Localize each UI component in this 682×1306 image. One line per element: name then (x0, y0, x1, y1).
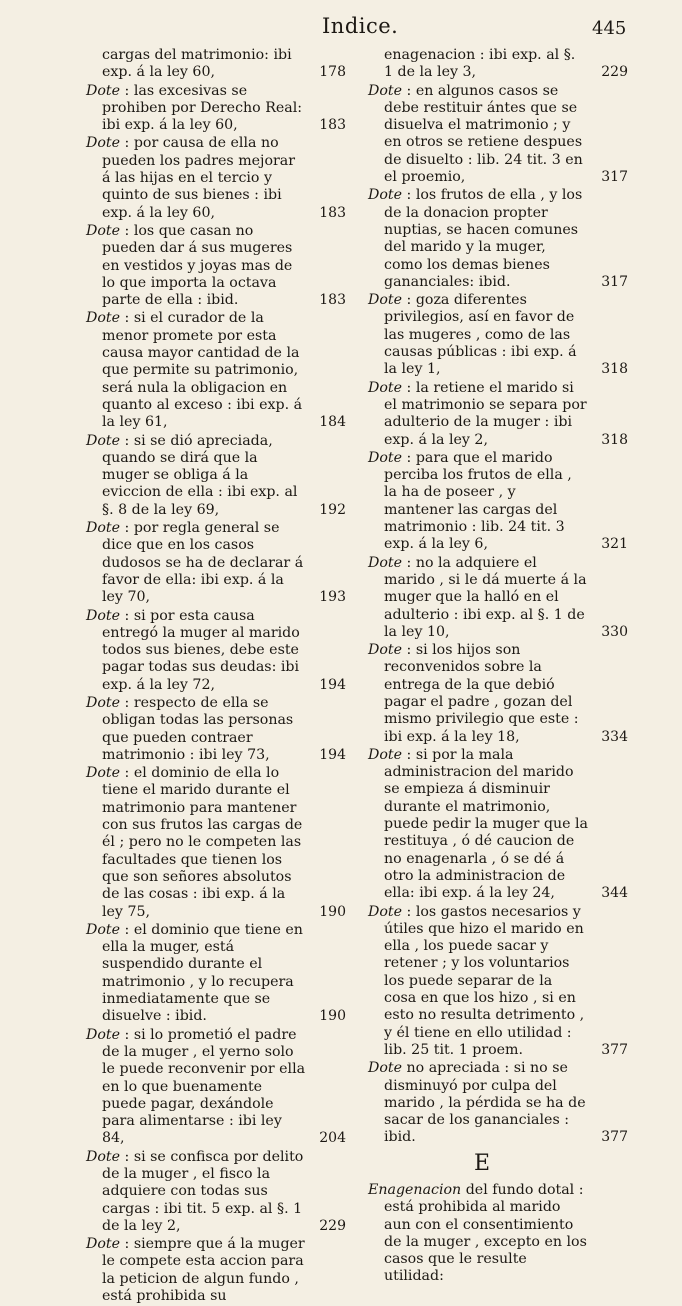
page-header (0, 12, 682, 40)
index-entry (86, 135, 346, 221)
entry-page-reference: 229 (601, 64, 628, 81)
index-entry (368, 47, 628, 82)
entry-text: : el dominio de ella lo tiene el marido durante el matrimonio para mantener con sus frutos las cargas de él ; pero no le competen las facultades que tienen los que son señores absolutos de las cosas : ibi exp. á la ley 75, (102, 765, 303, 920)
entry-text: : la retiene el marido si el matrimonio se separa por adulterio de la muger : ibi exp. á la ley 2, (384, 379, 587, 448)
index-entry (86, 1236, 334, 1305)
entry-text: : si se confisca por delito de la muger , el fisco la adquiere con todas sus cargas : ibi tit. 5 exp. al §. 1 de la ley 2, (102, 1148, 304, 1234)
entry-keyword: Dote (86, 1236, 121, 1253)
index-entry (368, 82, 628, 187)
index-entry (368, 187, 628, 291)
index-entry (368, 1182, 616, 1286)
entry-page-reference: 190 (319, 1008, 346, 1025)
entry-text: enagenacion : ibi exp. al §. 1 de la ley 3, (384, 47, 576, 81)
entry-keyword: Dote (86, 921, 121, 938)
section-letter: E (473, 1150, 491, 1176)
entry-keyword: Dote (368, 292, 403, 309)
index-entry (368, 746, 628, 903)
entry-keyword: Dote (86, 1026, 121, 1043)
index-entry (86, 765, 346, 921)
entry-keyword: Dote (86, 310, 121, 327)
entry-text: : los que casan no pueden dar á sus mugeres en vestidos y joyas mas de lo que importa la octava parte de ella : ibid. (102, 222, 293, 309)
index-entry (86, 921, 346, 1026)
entry-page-reference: 204 (319, 1130, 346, 1147)
index-entry (368, 642, 628, 746)
index-entry (368, 449, 628, 554)
entry-keyword: Dote (368, 449, 403, 466)
entry-keyword: Dote (86, 607, 121, 624)
index-entry (86, 310, 346, 431)
index-entry (86, 82, 346, 135)
entry-keyword: Dote (368, 1060, 403, 1077)
entry-keyword: Dote (368, 642, 403, 659)
entry-page-reference: 184 (319, 414, 346, 431)
entry-keyword: Dote (86, 765, 121, 782)
entry-text: : las excesivas se prohiben por Derecho Real: ibi exp. á la ley 60, (102, 82, 303, 134)
right-column (368, 47, 628, 1287)
entry-page-reference: 183 (319, 292, 346, 309)
index-entry (368, 1060, 628, 1146)
entry-keyword: Dote (86, 1148, 121, 1165)
entry-keyword: Dote (368, 746, 403, 763)
entry-page-reference: 318 (601, 431, 628, 448)
entry-page-reference: 377 (601, 1041, 628, 1058)
entry-page-reference: 183 (319, 117, 346, 134)
entry-keyword: Dote (86, 222, 121, 239)
entry-page-reference: 194 (319, 676, 346, 693)
entry-page-reference: 193 (319, 589, 346, 606)
entry-text: : por regla general se dice que en los casos dudosos se ha de declarar á favor de ella: ibi exp. á la ley 70, (102, 520, 304, 606)
entry-keyword: Dote (368, 82, 403, 99)
entry-keyword: Dote (368, 187, 403, 204)
entry-page-reference: 334 (601, 728, 628, 745)
index-entry (86, 432, 346, 519)
entry-keyword: Dote (86, 694, 121, 711)
entry-text: del fundo dotal : está prohibida al marido aun con el consentimiento de la muger , excepto en los casos que le resulte utilidad: (384, 1182, 587, 1285)
entry-page-reference: 318 (601, 361, 628, 378)
left-column (86, 47, 346, 1306)
entry-text: : goza diferentes privilegios, así en favor de las mugeres , como de las causas públicas : ibi exp. á la ley 1, (384, 292, 577, 378)
entry-keyword: Dote (86, 520, 121, 537)
entry-page-reference: 190 (319, 903, 346, 920)
entry-keyword: Dote (86, 135, 121, 152)
entry-text: no apreciada : si no se disminuyó por culpa del marido , la pérdida se ha de sacar de los gananciales : ibid. (384, 1060, 586, 1146)
entry-text: : para que el marido perciba los frutos de ella , la ha de poseer , y mantener las cargas del matrimonio : lib. 24 tit. 3 exp. á la ley 6, (384, 449, 572, 553)
index-entry (86, 694, 346, 764)
entry-page-reference: 377 (601, 1129, 628, 1146)
entry-page-reference: 192 (319, 501, 346, 518)
entry-keyword: Enagenacion (368, 1182, 462, 1198)
entry-text: : los gastos necesarios y útiles que hizo el marido en ella , los puede sacar y retener ; y los voluntarios los puede separar de la cosa en que los hizo , si en esto no resulta detrimento , y él tiene en ello utilidad : lib. 25 tit. 1 proem. (384, 903, 585, 1058)
entry-page-reference: 178 (319, 64, 346, 81)
entry-page-reference: 330 (601, 623, 628, 640)
entry-keyword: Dote (368, 379, 403, 396)
entry-text: : si el curador de la menor promete por esta causa mayor cantidad de la que permite su patrimonio, será nula la obligacion en quanto al exceso : ibi exp. á la ley 61, (102, 310, 303, 431)
entry-text: : si los hijos son reconvenidos sobre la entrega de la que debió pagar el padre , gozan del mismo privilegio que este : ibi exp. á la ley 18, (384, 642, 579, 745)
entry-text: : si lo prometió el padre de la muger , el yerno solo le puede reconvenir por ella en lo que buenamente puede pagar, dexándole para alimentarse : ibi ley 84, (102, 1026, 306, 1147)
page-title: Indice. (322, 14, 399, 38)
entry-text: cargas del matrimonio: ibi exp. á la ley 60, (102, 47, 292, 81)
entry-page-reference: 183 (319, 204, 346, 221)
entry-text: : respecto de ella se obligan todas las personas que pueden contraer matrimonio : ibi ley 73, (102, 694, 294, 763)
index-entry (86, 1148, 346, 1235)
index-entry (368, 903, 628, 1060)
entry-text: : no la adquiere el marido , si le dá muerte á la muger que la halló en el adulterio : ibi exp. al §. 1 de la ley 10, (384, 554, 587, 640)
index-entry (368, 554, 628, 641)
entry-text: : siempre que á la muger le compete esta accion para la peticion de algun fundo , está prohibida su (102, 1236, 305, 1305)
entry-page-reference: 194 (319, 746, 346, 763)
index-entry (86, 520, 346, 606)
page-number: 445 (592, 18, 627, 39)
entry-page-reference: 229 (319, 1217, 346, 1234)
index-entry (86, 607, 346, 694)
index-entry (86, 47, 346, 82)
entry-page-reference: 344 (601, 885, 628, 902)
index-entry (86, 222, 346, 309)
index-entry (368, 292, 628, 378)
entry-text: : por causa de ella no pueden los padres mejorar á las hijas en el tercio y quinto de sus bienes : ibi exp. á la ley 60, (102, 135, 296, 221)
entry-keyword: Dote (86, 432, 121, 449)
entry-text: : si por esta causa entregó la muger al marido todos sus bienes, debe este pagar todas sus deudas: ibi exp. á la ley 72, (102, 607, 300, 693)
index-entry (368, 379, 628, 449)
entry-text: : si se dió apreciada, quando se dirá que la muger se obliga á la eviccion de ella : ibi exp. al §. 8 de la ley 69, (102, 432, 298, 518)
entry-text: : los frutos de ella , y los de la donacion propter nuptias, se hacen comunes del marido y la muger, como los demas bienes gananciales: ibid. (384, 187, 583, 290)
entry-page-reference: 317 (601, 273, 628, 290)
entry-text: : en algunos casos se debe restituir ántes que se disuelva el matrimonio ; y en otros se retiene despues de disuelto : lib. 24 tit. 3 en el proemio, (384, 82, 583, 186)
entry-keyword: Dote (368, 554, 403, 571)
entry-page-reference: 321 (601, 536, 628, 553)
entry-text: : si por la mala administracion del marido se empieza á disminuir durante el matrimonio, puede pedir la muger que la restituya , ó dé caucion de no enagenarla , ó se dé á otro la administracion de ella: ibi exp. á la ley 24, (384, 746, 588, 902)
entry-keyword: Dote (368, 903, 403, 920)
entry-page-reference: 317 (601, 169, 628, 186)
entry-keyword: Dote (86, 82, 121, 99)
entry-text: : el dominio que tiene en ella la muger, está suspendido durante el matrimonio , y lo recupera inmediatamente que se disuelve : ibid. (102, 921, 303, 1025)
index-entry (86, 1026, 346, 1148)
